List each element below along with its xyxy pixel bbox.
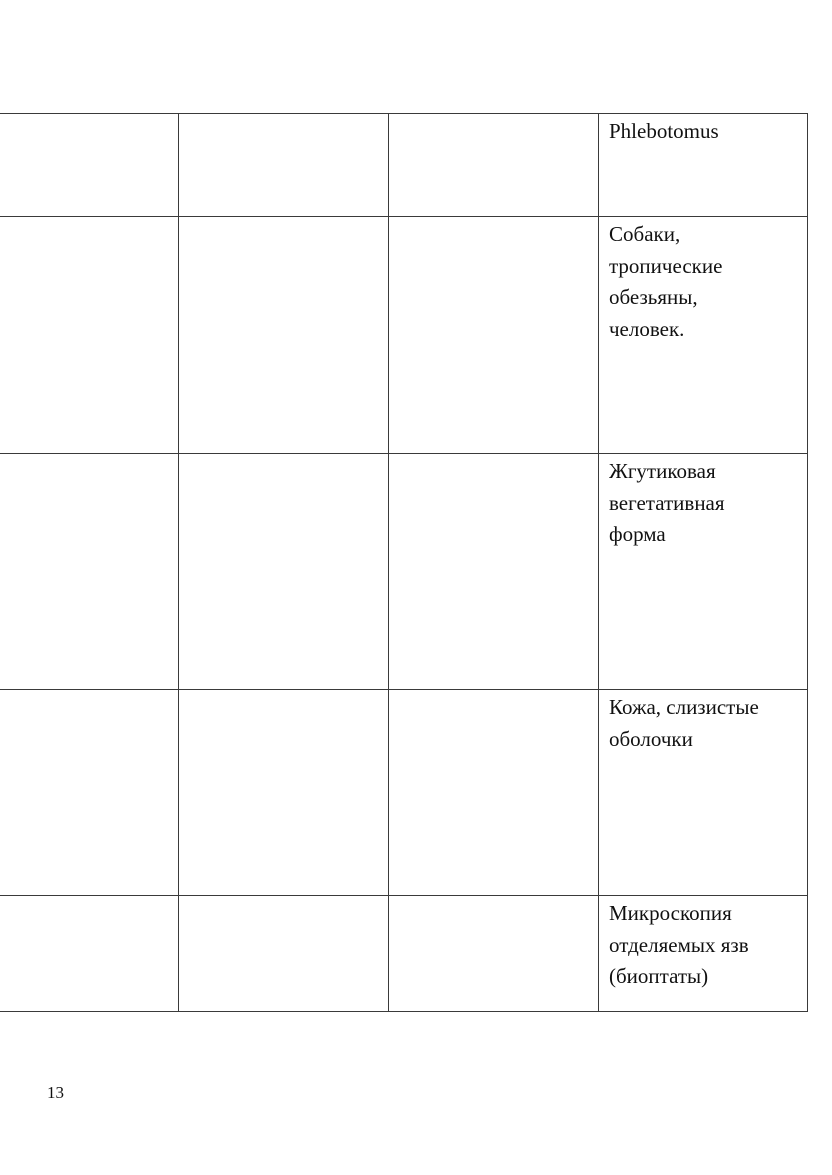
cell-text: Собаки, тропические обезьяны, человек. xyxy=(609,222,723,341)
table-row xyxy=(0,896,808,1012)
table-cell xyxy=(0,217,179,454)
table-row xyxy=(0,217,808,454)
table-cell xyxy=(389,690,599,896)
table-cell xyxy=(179,114,389,217)
cell-text: Phlebotomus xyxy=(609,119,719,143)
table-row xyxy=(0,454,808,690)
table-cell xyxy=(0,454,179,690)
table-cell xyxy=(0,114,179,217)
table-cell xyxy=(389,114,599,217)
table-cell xyxy=(389,454,599,690)
table-cell xyxy=(389,217,599,454)
table-cell xyxy=(179,896,389,1012)
table-cell xyxy=(599,114,808,217)
table-cell xyxy=(599,690,808,896)
table-cell xyxy=(389,896,599,1012)
cell-text: Жгутиковая вегетативная форма xyxy=(609,459,725,546)
table-cell xyxy=(179,690,389,896)
table-cell xyxy=(0,896,179,1012)
page-number: 13 xyxy=(47,1083,64,1102)
table-row xyxy=(0,690,808,896)
data-table xyxy=(0,113,808,1012)
table-cell xyxy=(0,690,179,896)
table-cell xyxy=(599,896,808,1012)
table-row xyxy=(0,114,808,217)
table-cell xyxy=(599,217,808,454)
cell-text: Микроскопия отделяемых язв (биоптаты) xyxy=(609,901,749,988)
table-cell xyxy=(179,454,389,690)
table-cell xyxy=(179,217,389,454)
table-cell xyxy=(599,454,808,690)
cell-text: Кожа, слизистые оболочки xyxy=(609,695,759,751)
